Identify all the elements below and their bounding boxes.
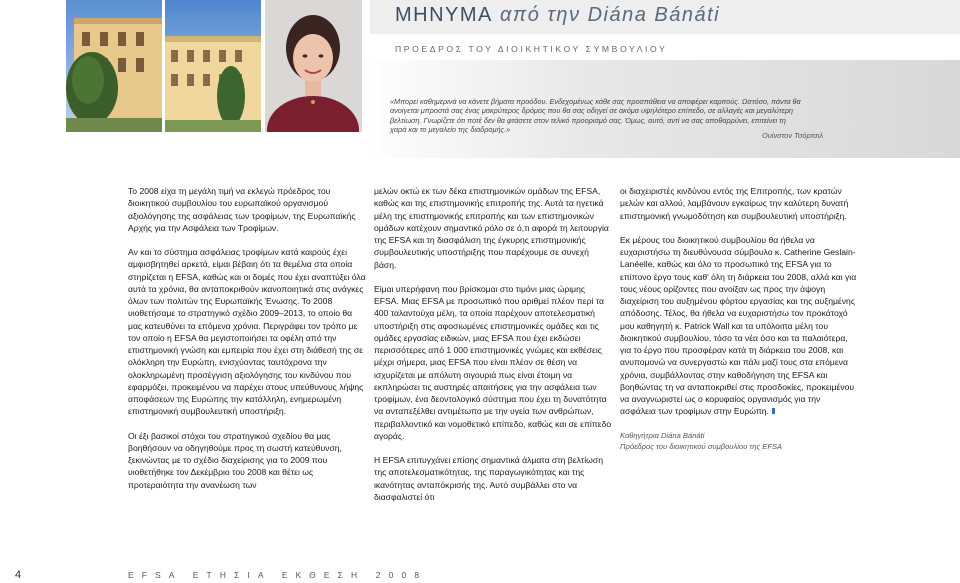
end-mark-icon [772, 408, 775, 414]
title-main: ΜΗΝΥΜΑ [395, 4, 493, 26]
signature-role: Πρόεδρος του διοικητικού συμβουλίου της EFSA [620, 441, 783, 451]
quote-author: Ουίνστον Τσόρτσιλ [762, 131, 824, 140]
paragraph: Η EFSA επιτυγχάνει επίσης σημαντικά άλματα στη βελτίωση της αποτελεσματικότητας, της παραγωγικότητας και της ικανότητας ανταπόκρισής της. Αυτό συμβάλλει στο να διασφαλιστεί ότι [374, 455, 603, 502]
paragraph: οι διαχειριστές κινδύνου εντός της Επιτροπής, των κρατών μελών και αλλού, λαμβάνουν εγκαίρως την καλύτερη δυνατή επιστημονική γνωμοδότηση και συμβουλευτική υποστήριξη. [620, 186, 849, 221]
text-column-3 [620, 185, 858, 464]
paragraph: Είμαι υπερήφανη που βρίσκομαι στο τιμόνι μιας ώριμης EFSA. Μιας EFSA με προσωπικό που αριθμεί πλέον περί τα 400 ταλαντούχα μέλη, τα οποία παρέχουν αποτελεσματική υποστήριξη στις αφοσιωμένες επιστημονικές ομάδες και τις ομάδες εργασίας ειδικών, μιας EFSA που έχει εκδώσει περισσότερες από 1 000 επιστημονικές γνώμες και εκθέσεις μέχρι σήμερα, μιας EFSA που είναι πλέον σε θέση να ισχυρίζεται με απόλυτη σιγουριά πως είναι έτοιμη να εκπληρώσει τις αυστηρές απαιτήσεις για την ασφάλεια των τροφίμων, ένα δεοντολογικό σύστημα που έχει τη δυνατότητα να ανταπεξέλθει αντιμέτωπο με την υγεία των ανθρώπων, περιβαλλοντικό και νομοθετικό επίπεδο, καθώς και σε επίπεδο αγοράς. [374, 283, 612, 441]
paragraph: Αν και το σύστημα ασφάλειας τροφίμων κατά καιρούς έχει αμφισβητηθεί αρκετά, είμαι βέβαιη ότι τα θεμέλια στα οποία στηρίζεται η EFSA, καθώς και οι δομές που έχει αναπτύξει όλα αυτά τα χρόνια, θα ανταποκριθούν ικανοποιητικά στις ανάγκες όλων των πολιτών της Ευρωπαϊκής Ένωσης. Το 2008 υιοθετήσαμε το στρατηγικό σχέδιο 2009–2013, το οποίο θα μας κατευθύνει τα επόμενα χρόνια. Περιγράφει τον τρόπο με τον οποίο η EFSA θα μεγιστοποιήσει τα οφέλη από την επιστημονική γνώση και εμπειρία που έχει στη διάθεσή της σε ολόκληρη την Ευρώπη, ενισχύοντας ταυτόχρονα την ολοκληρωμένη προσέγγιση αξιολόγησης του κινδύνου που εφαρμόζει, προκειμένου να παρέχει στους υπεύθυνους λήψης αποφάσεων της Ευρώπης την κατάλληλη, ενημερωμένη επιστημονική συμβουλευτική υποστήριξη. [128, 247, 366, 417]
building-photo-left [66, 0, 162, 132]
paragraph [620, 234, 858, 418]
portrait-photo [265, 0, 362, 132]
paragraph: μελών οκτώ εκ των δέκα επιστημονικών ομάδων της EFSA, καθώς και της επιστημονικής επιτροπής της. Αυτά τα ηγετικά μέλη της επιστημονικής επιτροπής και των επιστημονικών ομάδων κατέχουν σημαντικό ρόλο σε ό,τι αφορά τη λειτουργία της EFSA και τη διασφάλιση της έγκυρης επιστημονικής συμβουλευτικής υποστήριξης που παρέχουμε σε συνεχή βάση. [374, 186, 609, 270]
paragraph-text: Εκ μέρους του διοικητικού συμβουλίου θα ήθελα να ευχαριστήσω τη διευθύνουσα σύμβουλο κ. Catherine Geslain-Lanéelle, καθώς και όλο το προσωπικό της EFSA για το επίπονο έργο τους καθ' όλη τη διάρκεια του 2008, αλλά και για τους νέους ορίζοντες που ανοίξαν ως προς την άψογη διαχείριση του αυξημένου φόρτου εργασίας και της αυξημένης απόδοσης. Τέλος, θα ήθελα να ευχαριστήσω τον προκάτοχό μου καθηγητή κ. Patrick Wall και τα υπόλοιπα μέλη του διοικητικού συμβουλίου, τόσο τα νέα όσο και τα παλαιότερα, για το έργο που προσφέραν κατά τη διάρκεια του 2008, και ανυπομονώ να συνεργαστώ και πάλι μαζί τους στα επόμενα χρόνια, συμβάλλοντας στην καθοδήγηση της EFSA και βοηθώντας τη να ανταποκριθεί στις προσδοκίες, προκειμένου να αναγνωριστεί ως ο κορυφαίος οργανισμός για την ασφάλεια των τροφίμων στην Ευρώπη. [620, 234, 857, 417]
text-column-2 [374, 185, 612, 515]
building-photo-middle [165, 0, 261, 132]
title-rest: από την Diána Bánáti [492, 4, 721, 26]
signature-name: Καθηγήτρια Diána Bánáti [620, 430, 705, 440]
quote-text: «Μπορεί καθημερινά να κάνετε βήματα προόδου. Ενδεχομένως κάθε σας προσπάθεια να αποφέρει καρπούς. Ωστόσο, πάντα θα ανοίγεται μπροστά σας ένας μακρύτερος δρόμος που θα σας οδηγεί σε ακόμα υψηλότερο επίπεδο, σε αλλαγές και μεγαλύτερη βελτίωση. Γνωρίζετε ότι ποτέ δεν θα φτάσετε στον τελικό προορισμό σας. Όμως, αυτό, αντί να σας αποθαρρύνει, επιτείνει τη χαρά και το μεγαλείο της διαδρομής.» [390, 97, 801, 134]
signature [620, 430, 858, 452]
paragraph: Οι έξι βασικοί στόχοι του στρατηγικού σχεδίου θα μας βοηθήσουν να οδηγηθούμε προς τη σωστή κατεύθυνση, ξεκινώντας με το σχέδιο διαχείρισης για το 2009 που υιοθετήθηκε τον Δεκέμβριο του 2008 και θέτει ως προτεραιότητα την ανανέωση των [128, 430, 342, 490]
paragraph: Το 2008 είχα τη μεγάλη τιμή να εκλεγώ πρόεδρος του διοικητικού συμβουλίου του ευρωπαϊκού οργανισμού αξιολόγησης της ασφάλειας των τροφίμων, της Ευρωπαϊκής Αρχής για την Ασφάλεια των Τροφίμων. [128, 186, 356, 233]
page-subtitle: ΠΡΟΕΔΡΟΣ ΤΟΥ ΔΙΟΙΚΗΤΙΚΟΥ ΣΥΜΒΟΥΛΙΟΥ [395, 44, 668, 54]
page-title [395, 4, 720, 27]
text-column-1 [128, 185, 366, 503]
page-number: 4 [15, 569, 22, 581]
footer-text: EFSA ΕΤΗΣΙΑ ΕΚΘΕΣΗ 2008 [128, 570, 428, 580]
